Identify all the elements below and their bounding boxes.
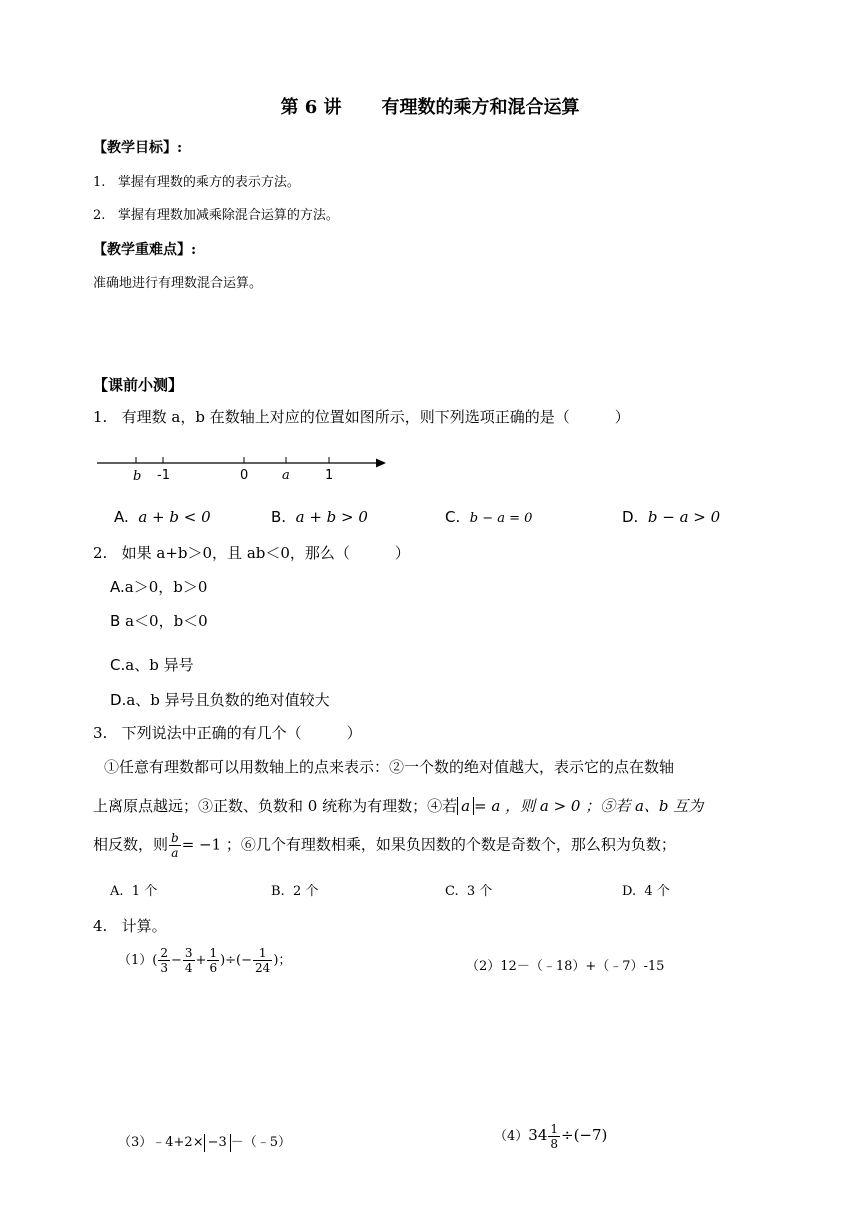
fraction: $\frac{2}{3}$ xyxy=(160,946,168,975)
calc-problem-1: （1）( $\frac{2}{3}$ − $\frac{3}{4}$ + $\frac{1}{6}$ )÷(− $\frac{1}{24}$ )； xyxy=(118,946,292,975)
fraction: $\frac{3}{4}$ xyxy=(184,946,193,975)
abs-value: −3 xyxy=(204,1134,231,1152)
label-zero: 0 xyxy=(240,468,249,483)
key-points-text: 准确地进行有理数混合运算。 xyxy=(93,276,263,291)
q1-option-b: B. a + b > 0 xyxy=(271,508,368,526)
fraction: $\frac{1}{24}$ xyxy=(255,946,271,975)
objectives-heading: 【教学目标】: xyxy=(93,140,183,156)
label-minus-one: -1 xyxy=(157,468,170,483)
label-one: 1 xyxy=(325,468,334,483)
q3-statement-line-2: 上离原点越远；③正数、负数和 0 统称为有理数；④若 a = a ，则 a > 0 ；⑤若 a、b 互为 xyxy=(93,797,704,815)
number-line-figure xyxy=(93,448,393,484)
q3-option-c: C. 3 个 xyxy=(445,884,493,899)
q3-statement-line-1: ①任意有理数都可以用数轴上的点来表示：②一个数的绝对值越大，表示它的点在数轴 xyxy=(104,758,675,776)
question-1 xyxy=(93,406,630,427)
q1-option-d: D. b − a > 0 xyxy=(622,508,721,526)
quiz-heading: 【课前小测】 xyxy=(93,376,184,394)
fraction: $\frac{1}{8}$ xyxy=(550,1122,559,1151)
fraction-b-over-a: $\frac{b}{a}$ xyxy=(171,831,179,860)
label-b: b xyxy=(133,469,142,484)
question-2: 2. 如果 a+b＞0，且 ab＜0，那么（ ） xyxy=(93,544,410,562)
lecture-number: 第 6 讲 xyxy=(280,97,342,118)
question-stem: 有理数 a，b 在数轴上对应的位置如图所示，则下列选项正确的是（ ） xyxy=(121,408,630,426)
q2-option-c: C.a、b 异号 xyxy=(110,656,194,674)
q2-option-b: B a＜0，b＜0 xyxy=(110,612,208,630)
calc-problem-4: （4）34 $\frac{1}{8}$ ÷(−7) xyxy=(494,1122,608,1151)
question-number: 1. xyxy=(93,408,108,426)
q1-option-c: C. b − a = 0 xyxy=(445,508,533,526)
q3-option-a: A. 1 个 xyxy=(110,884,158,899)
calc-problem-3: （3）﹣4+2× −3 －（﹣5） xyxy=(118,1135,292,1150)
label-a: a xyxy=(282,468,290,483)
q2-option-d: D.a、b 异号且负数的绝对值较大 xyxy=(110,691,330,709)
abs-value-a: a xyxy=(457,797,474,815)
calc-problem-2: （2）12－（﹣18）+（﹣7）-15 xyxy=(466,959,665,974)
objective-item-2: 2. 掌握有理数加减乘除混合运算的方法。 xyxy=(93,208,339,223)
question-3: 3. 下列说法中正确的有几个（ ） xyxy=(93,724,362,742)
q3-option-b: B. 2 个 xyxy=(271,884,319,899)
arrow-icon xyxy=(376,459,386,468)
objective-item-1: 1. 掌握有理数的乘方的表示方法。 xyxy=(93,175,300,190)
q2-option-a: A.a＞0，b＞0 xyxy=(110,578,208,596)
fraction: $\frac{1}{6}$ xyxy=(209,946,218,975)
page-title xyxy=(0,93,860,119)
question-4: 4. 计算。 xyxy=(93,917,167,935)
q3-statement-line-3: 相反数，则 $\frac{b}{a}$ = −1 ；⑥几个有理数相乘，如果负因数的个数是奇数个，那么积为负数； xyxy=(93,831,676,860)
q3-option-d: D. 4 个 xyxy=(622,884,670,899)
lecture-topic: 有理数的乘方和混合运算 xyxy=(381,97,580,118)
key-points-heading: 【教学重难点】: xyxy=(93,242,197,258)
q1-option-a: A. a + b < 0 xyxy=(114,508,211,526)
